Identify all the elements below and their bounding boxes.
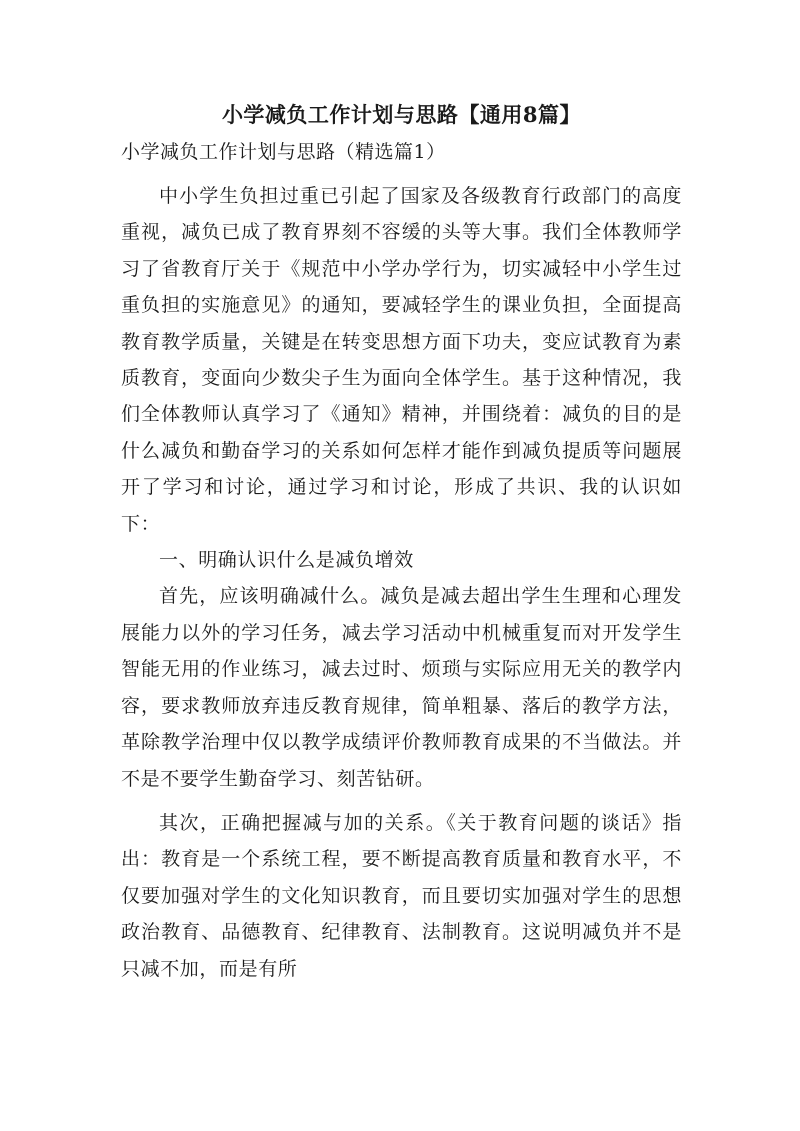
document-title: 小学减负工作计划与思路【通用8篇】 bbox=[221, 102, 582, 127]
section-title: 小学减负工作计划与思路（精选篇1） bbox=[121, 141, 446, 163]
subheading-1: 一、明确认识什么是减负增效 bbox=[159, 549, 414, 572]
paragraph-intro: 中小学生负担过重已引起了国家及各级教育行政部门的高度重视，减负已成了教育界刻不容缓的头等大事。我们全体教师学习了省教育厅关于《规范中小学办学行为，切实减轻中小学生过重负担的实施意见》的通知，要减轻学生的课业负担，全面提高教育教学质量，关键是在转变思想方面下功夫，变应试教育为素质教育，变面向少数尖子生为面向全体学生。基于这种情况，我们全体教师认真学习了《通知》精神，并围绕着：减负的目的是什么减负和勤奋学习的关系如何怎样才能作到减负提质等问题展开了学习和讨论，通过学习和讨论，形成了共识、我的认识如下： bbox=[121, 185, 682, 535]
paragraph-second: 其次，正确把握减与加的关系。《关于教育问题的谈话》指出：教育是一个系统工程，要不断提高教育质量和教育水平，不仅要加强对学生的文化知识教育，而且要切实加强对学生的思想政治教育、品德教育、纪律教育、法制教育。这说明减负并不是只减不加，而是有所 bbox=[121, 811, 682, 980]
paragraph-first: 首先，应该明确减什么。减负是减去超出学生生理和心理发展能力以外的学习任务，减去学习活动中机械重复而对开发学生智能无用的作业练习，减去过时、烦琐与实际应用无关的教学内容，要求教师放弃违反教育规律，简单粗暴、落后的教学方法，革除教学治理中仅以教学成绩评价教师教育成果的不当做法。并不是不要学生勤奋学习、刻苦钻研。 bbox=[121, 585, 682, 790]
